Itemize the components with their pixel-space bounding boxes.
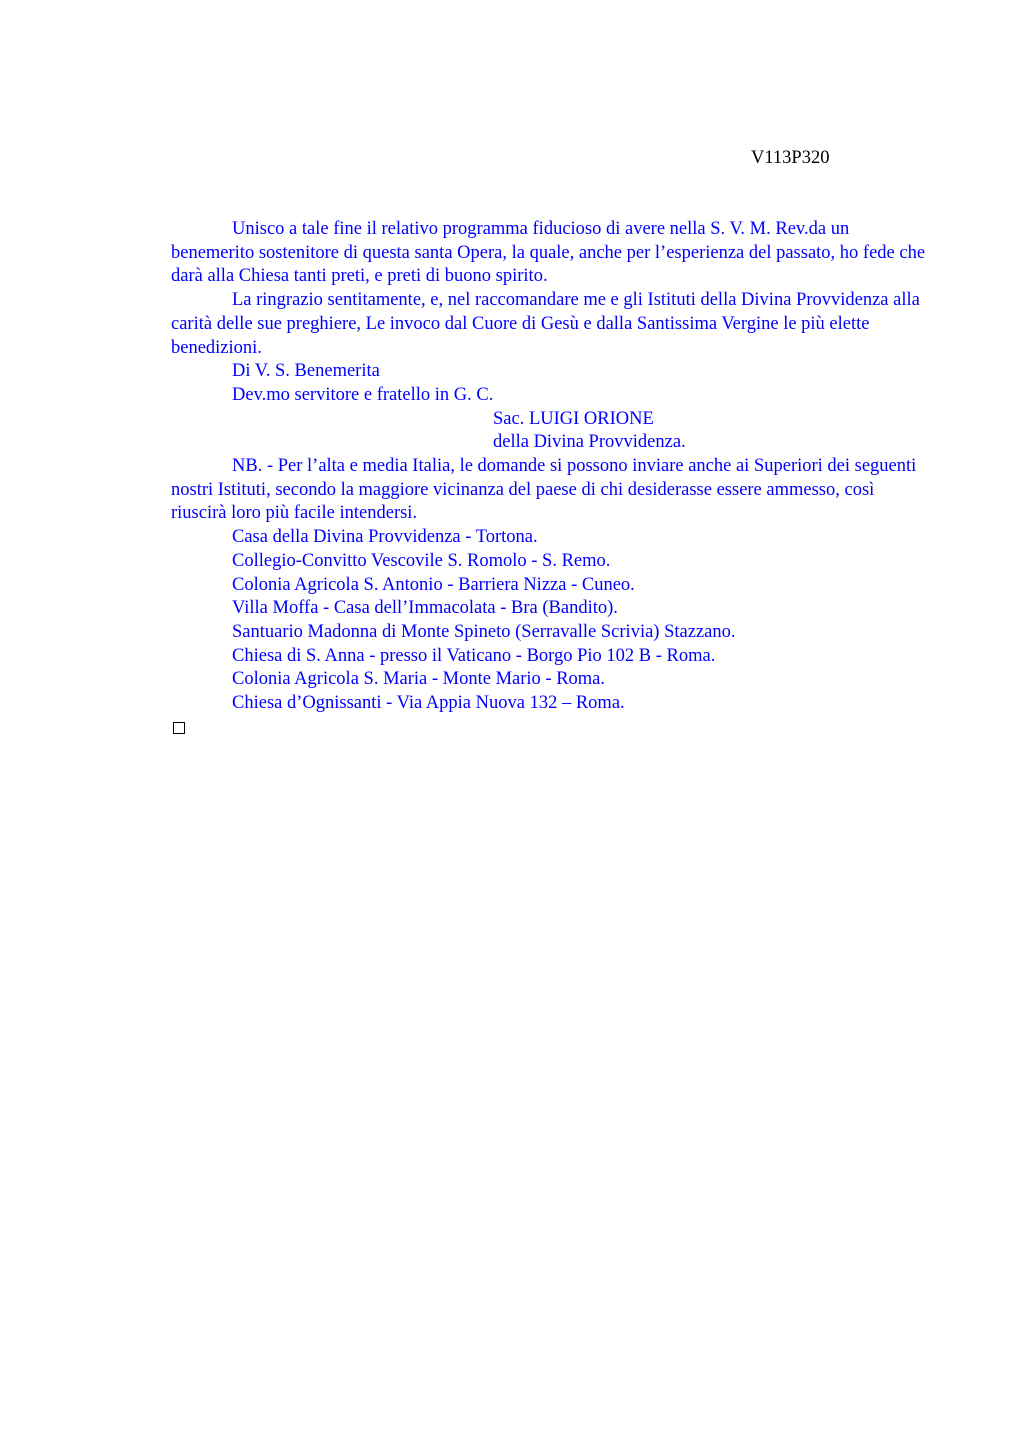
list-item: Santuario Madonna di Monte Spineto (Serravalle Scrivia) Stazzano. xyxy=(232,621,736,642)
list-item: Casa della Divina Provvidenza - Tortona. xyxy=(232,527,538,548)
list-item: Chiesa d’Ognissanti - Via Appia Nuova 132 – Roma. xyxy=(232,693,625,714)
list-item: Collegio-Convitto Vescovile S. Romolo - S. Remo. xyxy=(232,550,611,571)
list-item: Chiesa di S. Anna - presso il Vaticano - Borgo Pio 102 B - Roma. xyxy=(232,645,716,666)
list-item: Colonia Agricola S. Maria - Monte Mario - Roma. xyxy=(232,669,606,690)
list-item: Villa Moffa - Casa dell’Immacolata - Bra (Bandito). xyxy=(232,598,618,619)
paragraph-nota-bene: NB. - Per l’alta e media Italia, le domande si possono inviare anche ai Superiori dei seguenti nostri Istituti, secondo la maggiore vicinanza del paese di chi desiderasse essere ammesso, così riuscirà loro più facile intendersi. xyxy=(171,456,917,524)
signature-name: Sac. LUIGI ORIONE xyxy=(493,408,654,429)
closing-servant: Dev.mo servitore e fratello in G. C. xyxy=(232,384,494,405)
end-mark-square-icon xyxy=(173,722,185,734)
list-item: Colonia Agricola S. Antonio - Barriera Nizza - Cuneo. xyxy=(232,574,635,595)
page-reference: V113P320 xyxy=(751,148,830,168)
signature-title: della Divina Provvidenza. xyxy=(493,432,686,453)
paragraph-thanks: La ringrazio sentitamente, e, nel raccomandare me e gli Istituti della Divina Provvidenza alla carità delle sue preghiere, Le invoco dal Cuore di Gesù e dalla Santissima Vergine le più elette benedizioni. xyxy=(171,290,920,358)
closing-salutation: Di V. S. Benemerita xyxy=(232,361,380,382)
paragraph-program: Unisco a tale fine il relativo programma fiducioso di avere nella S. V. M. Rev.da un benemerito sostenitore di questa santa Opera, la quale, anche per l’esperienza del passato, ho fede che darà alla Chiesa tanti preti, e preti di buono spirito. xyxy=(171,219,926,287)
institutes-list xyxy=(171,526,931,716)
letter-body xyxy=(171,218,931,734)
